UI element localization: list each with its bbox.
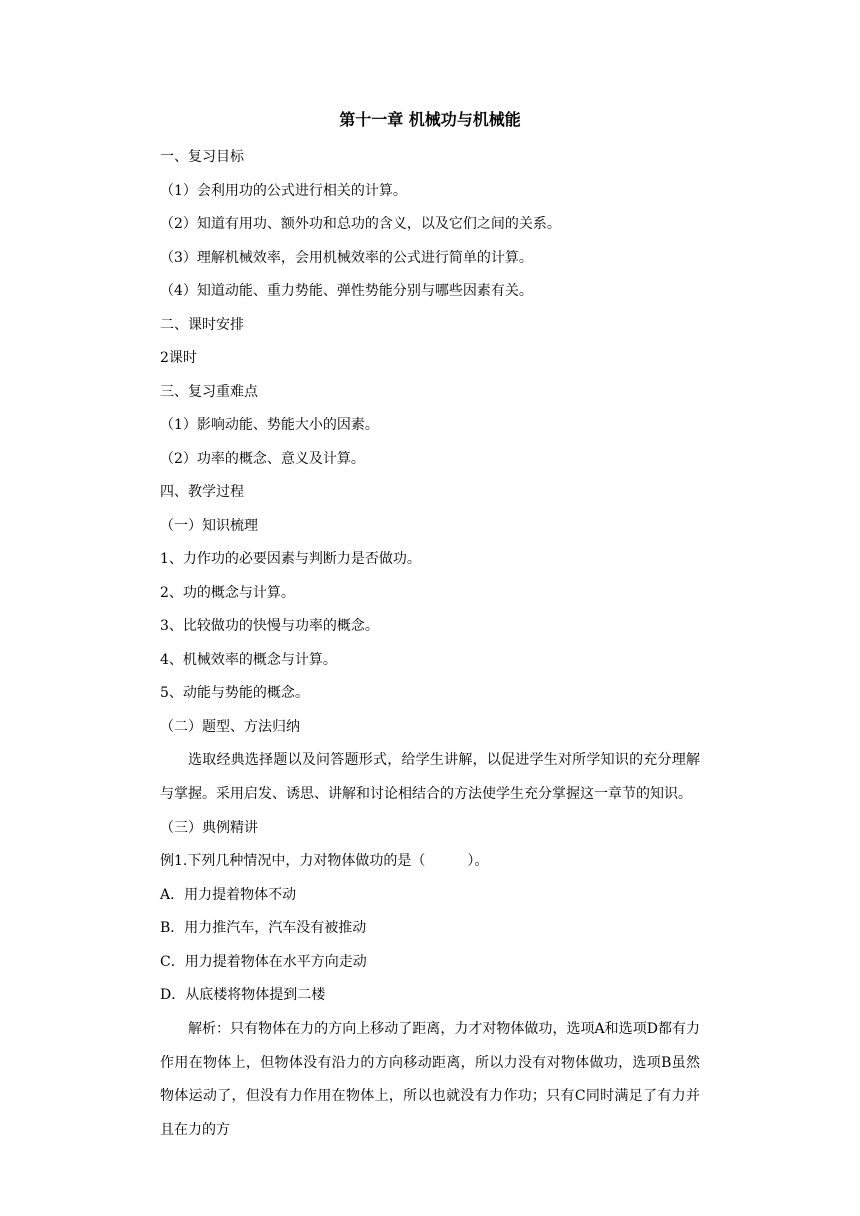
subsection-heading: （三）典例精讲	[160, 820, 258, 836]
knowledge-item: 5、动能与势能的概念。	[160, 685, 309, 701]
subsection-heading: （二）题型、方法归纳	[160, 719, 300, 735]
knowledge-item: 4、机械效率的概念与计算。	[160, 652, 337, 668]
section-heading: 四、教学过程	[160, 484, 244, 500]
schedule-text: 2课时	[160, 350, 197, 366]
knowledge-item: 3、比较做功的快慢与功率的概念。	[160, 618, 379, 634]
analysis-paragraph: 解析：只有物体在力的方向上移动了距离，力才对物体做功，选项A和选项D都有力作用在物体上，但物体没有沿力的方向移动距离，所以力没有对物体做功，选项B虽然物体运动了，但没有力作用在物体上，所以也就没有力作功；只有C同时满足了有力并且在力的方	[160, 1021, 700, 1138]
chapter-title: 第十一章 机械功与机械能	[339, 110, 521, 129]
section-heading: 一、复习目标	[160, 149, 244, 165]
answer-option: D．从底楼将物体提到二楼	[160, 987, 326, 1003]
knowledge-item: 2、功的概念与计算。	[160, 585, 295, 601]
method-paragraph: 选取经典选择题以及问答题形式，给学生讲解，以促进学生对所学知识的充分理解与掌握。采用启发、诱思、讲解和讨论相结合的方法使学生充分掌握这一章节的知识。	[160, 752, 700, 802]
subsection-heading: （一）知识梳理	[160, 518, 258, 534]
knowledge-item: 1、力作功的必要因素与判断力是否做功。	[160, 551, 421, 567]
answer-option: B．用力推汽车，汽车没有被推动	[160, 920, 367, 936]
keypoint-item: （1）影响动能、势能大小的因素。	[160, 417, 379, 433]
goal-item: （3）理解机械效率，会用机械效率的公式进行简单的计算。	[160, 250, 533, 266]
goal-item: （1）会利用功的公式进行相关的计算。	[160, 183, 407, 199]
example-question: 例1.下列几种情况中，力对物体做功的是（ ）。	[160, 853, 489, 869]
section-heading: 二、课时安排	[160, 317, 244, 333]
keypoint-item: （2）功率的概念、意义及计算。	[160, 451, 365, 467]
answer-option: A．用力提着物体不动	[160, 887, 297, 903]
goal-item: （2）知道有用功、额外功和总功的含义，以及它们之间的关系。	[160, 216, 561, 232]
goal-item: （4）知道动能、重力势能、弹性势能分别与哪些因素有关。	[160, 283, 533, 299]
section-heading: 三、复习重难点	[160, 384, 258, 400]
answer-option: C．用力提着物体在水平方向走动	[160, 954, 367, 970]
